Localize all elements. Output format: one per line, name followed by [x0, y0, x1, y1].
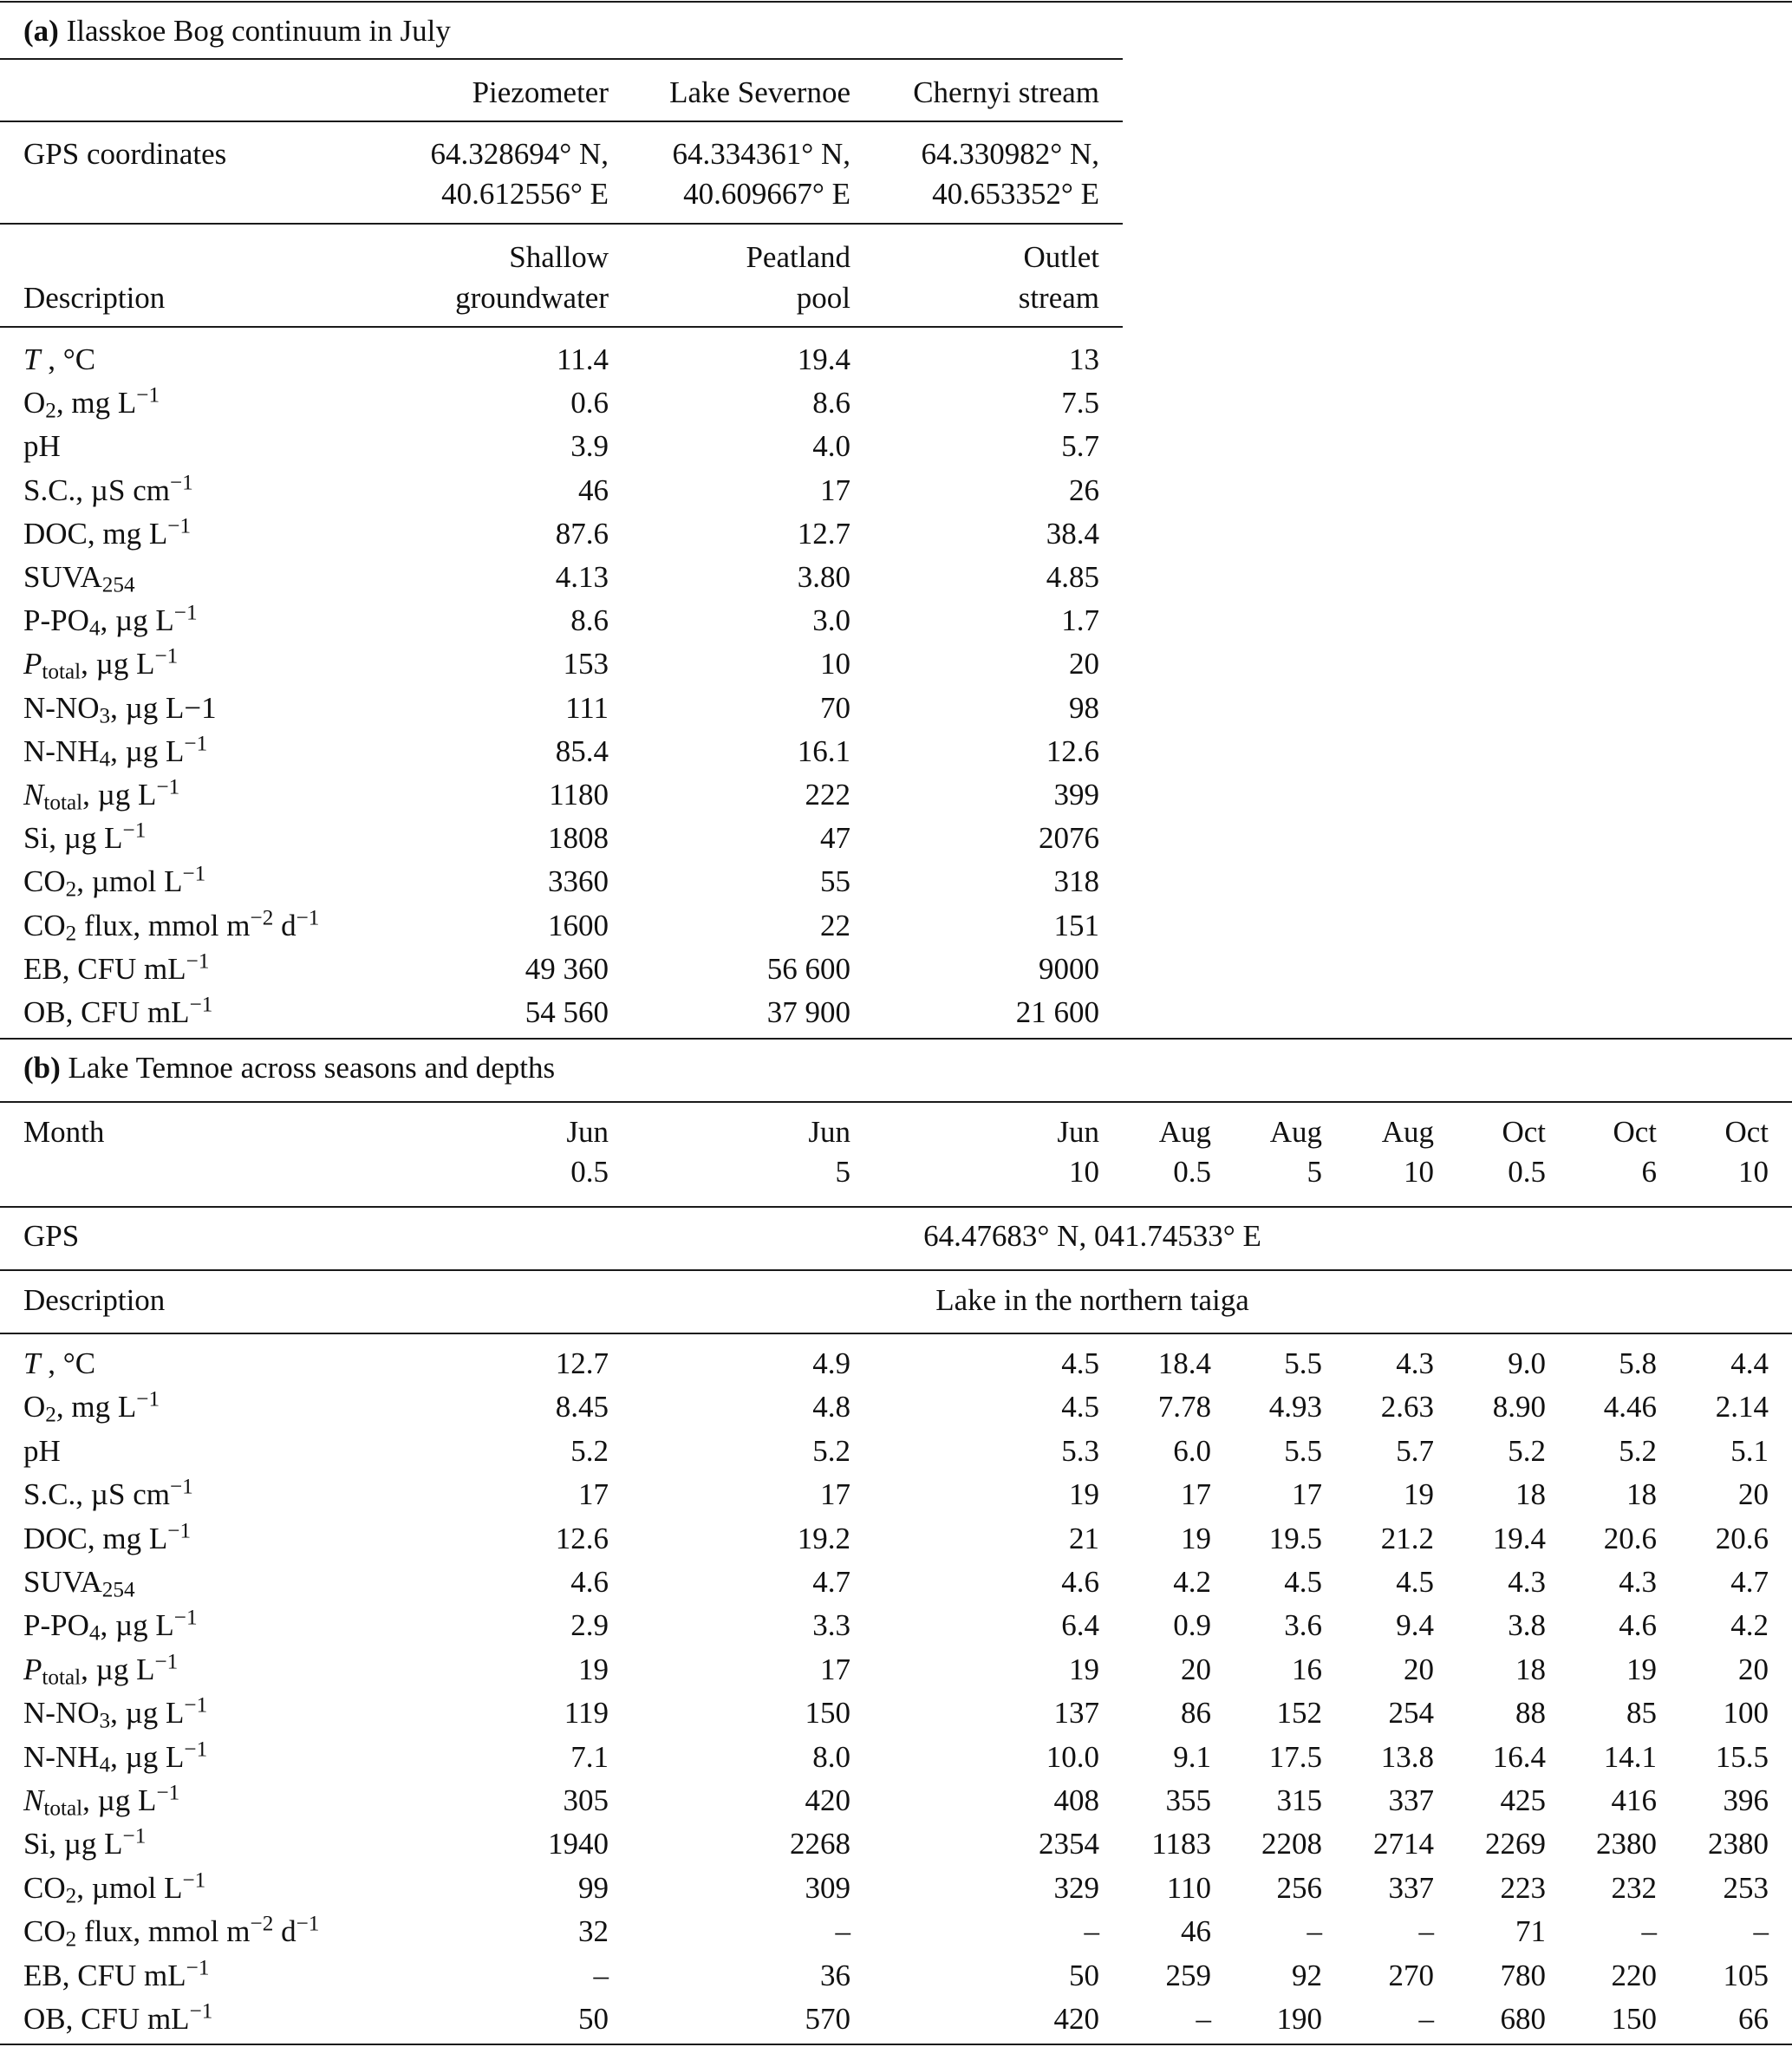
value-cell-a: 4.0 [812, 429, 850, 464]
parameter-label-a: S.C., µS $cm^{-1}$ [23, 471, 193, 507]
value-cell-b: 408 [1053, 1783, 1099, 1817]
value-cell-b: 4.8 [812, 1390, 850, 1424]
gps-label-b: GPS [23, 1219, 80, 1253]
value-cell-b: 3.8 [1508, 1608, 1546, 1643]
value-cell-b: 256 [1276, 1870, 1322, 1905]
description-line2-a: stream [1018, 281, 1099, 315]
parameter-label-b: $CO_2$, µmol $L^{-1}$ [23, 1868, 206, 1908]
value-cell-b: 4.9 [812, 1346, 850, 1380]
value-cell-a: 22 [820, 908, 850, 942]
description-line2-a: groundwater [455, 281, 609, 315]
value-cell-b: 92 [1292, 1958, 1322, 1992]
value-cell-b: 21.2 [1380, 1521, 1434, 1555]
value-cell-b: 21 [1069, 1521, 1099, 1555]
month-header-b: Jun [808, 1115, 850, 1149]
value-cell-b: – [1084, 1914, 1099, 1949]
value-cell-a: 38.4 [1046, 516, 1099, 551]
depth-header-b: 10 [1404, 1155, 1434, 1189]
parameter-label-b: $P-PO_4$, µg $L^{-1}$ [23, 1606, 198, 1646]
value-cell-b: 259 [1165, 1958, 1211, 1992]
gps-value-b: 64.47683° N, 041.74533° E [923, 1219, 1261, 1253]
gps-lat-a: 64.334361° N, [672, 137, 850, 171]
value-cell-b: 309 [805, 1870, 850, 1905]
value-cell-b: 150 [1611, 2002, 1657, 2036]
gps-lon-a: 40.609667° E [683, 177, 850, 211]
value-cell-b: 18 [1515, 1477, 1546, 1512]
value-cell-a: 0.6 [570, 386, 609, 420]
value-cell-b: 680 [1500, 2002, 1546, 2036]
value-cell-b: 15.5 [1715, 1739, 1769, 1774]
value-cell-b: 99 [578, 1870, 609, 1905]
parameter-label-b: OB, CFU $mL^{-1}$ [23, 1999, 213, 2036]
value-cell-b: 17 [578, 1477, 609, 1512]
value-cell-b: 220 [1611, 1958, 1657, 1992]
value-cell-b: 4.3 [1619, 1565, 1657, 1599]
rule-b-description [0, 1333, 1792, 1334]
value-cell-b: 12.7 [555, 1346, 609, 1380]
value-cell-b: 3.3 [812, 1608, 850, 1643]
value-cell-b: 20 [1738, 1652, 1769, 1686]
value-cell-b: – [1307, 1914, 1322, 1949]
value-cell-a: 318 [1053, 864, 1099, 899]
value-cell-b: 337 [1388, 1783, 1434, 1817]
value-cell-b: 4.5 [1061, 1346, 1099, 1380]
value-cell-b: 5.3 [1061, 1433, 1099, 1468]
month-header-b: Jun [1057, 1115, 1099, 1149]
description-value-b: Lake in the northern taiga [935, 1283, 1249, 1317]
description-line2-a: pool [796, 281, 850, 315]
value-cell-b: 232 [1611, 1870, 1657, 1905]
value-cell-b: 4.2 [1730, 1608, 1769, 1643]
value-cell-a: 1180 [549, 778, 609, 812]
parameter-label-b: T , °C [23, 1346, 96, 1380]
value-cell-a: 49 360 [525, 951, 609, 986]
value-cell-b: 8.45 [555, 1390, 609, 1424]
value-cell-b: 14.1 [1603, 1739, 1657, 1774]
value-cell-b: 66 [1738, 2002, 1769, 2036]
value-cell-b: 86 [1181, 1696, 1211, 1731]
value-cell-b: 420 [805, 1783, 850, 1817]
value-cell-b: 17 [820, 1477, 850, 1512]
parameter-label-a: $O_2$, mg $L^{-1}$ [23, 383, 160, 423]
value-cell-b: 9.0 [1508, 1346, 1546, 1380]
parameter-label-b: DOC, mg $L^{-1}$ [23, 1519, 192, 1555]
gps-lon-a: 40.612556° E [441, 177, 609, 211]
value-cell-b: 2269 [1485, 1827, 1546, 1861]
value-cell-b: 8.90 [1492, 1390, 1546, 1424]
value-cell-b: 19 [1069, 1652, 1099, 1686]
value-cell-b: 105 [1723, 1958, 1769, 1992]
parameter-label-b: $N-NO_3$, µg $L^{-1}$ [23, 1693, 208, 1733]
value-cell-b: – [1753, 1914, 1769, 1949]
depth-header-b: 0.5 [1173, 1155, 1211, 1189]
value-cell-b: 4.5 [1396, 1565, 1434, 1599]
value-cell-b: 4.93 [1268, 1390, 1322, 1424]
value-cell-a: 2076 [1039, 821, 1099, 856]
month-header-b: Oct [1502, 1115, 1546, 1149]
value-cell-a: 1600 [548, 908, 609, 942]
value-cell-b: 2268 [790, 1827, 850, 1861]
value-cell-b: 5.7 [1396, 1433, 1434, 1468]
value-cell-b: 5.5 [1284, 1433, 1322, 1468]
value-cell-b: 19 [1069, 1477, 1099, 1512]
column-header-a: Piezometer [472, 75, 609, 109]
value-cell-b: 18.4 [1157, 1346, 1211, 1380]
value-cell-b: 5.2 [570, 1433, 609, 1468]
value-cell-b: 46 [1181, 1914, 1211, 1949]
rule-a-description [0, 326, 1123, 328]
value-cell-a: 56 600 [766, 951, 850, 986]
value-cell-b: 7.78 [1157, 1390, 1211, 1424]
value-cell-a: 11.4 [557, 342, 609, 376]
parameter-label-b: pH [23, 1433, 61, 1468]
value-cell-b: 20 [1181, 1652, 1211, 1686]
depth-header-b: 6 [1641, 1155, 1657, 1189]
value-cell-b: 152 [1276, 1696, 1322, 1731]
value-cell-a: 153 [563, 647, 609, 681]
caption-b-label: (b) [23, 1051, 61, 1085]
parameter-label-a: OB, CFU $mL^{-1}$ [23, 993, 213, 1029]
column-header-a: Chernyi stream [913, 75, 1099, 109]
value-cell-b: 17 [820, 1652, 850, 1686]
value-cell-b: 7.1 [570, 1739, 609, 1774]
parameter-label-a: DOC, mg $L^{-1}$ [23, 514, 192, 551]
value-cell-b: – [1196, 2002, 1211, 2036]
value-cell-b: 355 [1165, 1783, 1211, 1817]
caption-a-text: Ilasskoe Bog continuum in July [66, 14, 451, 48]
parameter-label-a: $P-PO_4$, µg $L^{-1}$ [23, 601, 198, 641]
depth-header-b: 5 [835, 1155, 850, 1189]
value-cell-a: 12.7 [797, 516, 850, 551]
value-cell-b: 20 [1738, 1477, 1769, 1512]
value-cell-b: 119 [564, 1696, 609, 1731]
value-cell-a: 151 [1053, 908, 1099, 942]
caption-b [23, 1053, 555, 1083]
value-cell-b: 10.0 [1046, 1739, 1099, 1774]
value-cell-a: 46 [578, 473, 609, 507]
rule-a-caption [0, 58, 1123, 60]
value-cell-a: 20 [1069, 647, 1099, 681]
value-cell-a: 3.0 [812, 603, 850, 638]
value-cell-b: 780 [1500, 1958, 1546, 1992]
value-cell-a: 111 [565, 690, 609, 725]
value-cell-b: 0.9 [1173, 1608, 1211, 1643]
value-cell-b: 19.2 [797, 1521, 850, 1555]
value-cell-b: 2380 [1596, 1827, 1657, 1861]
value-cell-b: 2354 [1039, 1827, 1099, 1861]
value-cell-b: 254 [1388, 1696, 1434, 1731]
parameter-label-a: $N_{total}$, µg $L^{-1}$ [23, 775, 180, 815]
value-cell-a: 70 [820, 690, 850, 725]
parameter-label-a: EB, CFU $mL^{-1}$ [23, 949, 210, 986]
value-cell-a: 98 [1069, 690, 1099, 725]
value-cell-b: – [1418, 2002, 1434, 2036]
value-cell-a: 3360 [548, 864, 609, 899]
value-cell-b: 337 [1388, 1870, 1434, 1905]
value-cell-a: 4.85 [1046, 560, 1099, 594]
value-cell-b: 19 [1626, 1652, 1657, 1686]
column-header-a: Lake Severnoe [669, 75, 850, 109]
value-cell-b: 150 [805, 1696, 850, 1731]
value-cell-a: 55 [820, 864, 850, 899]
depth-header-b: 0.5 [570, 1155, 609, 1189]
month-header-b: Aug [1269, 1115, 1322, 1149]
caption-a [23, 16, 451, 46]
value-cell-b: 420 [1053, 2002, 1099, 2036]
parameter-label-b: $N-NH_4$, µg $L^{-1}$ [23, 1737, 208, 1777]
value-cell-b: 20.6 [1715, 1521, 1769, 1555]
value-cell-b: 110 [1166, 1870, 1211, 1905]
parameter-label-b: $N_{total}$, µg $L^{-1}$ [23, 1781, 180, 1821]
parameter-label-a: $SUVA_{254}$ [23, 560, 135, 597]
value-cell-b: 137 [1053, 1696, 1099, 1731]
top-rule [0, 1, 1792, 3]
value-cell-b: 2.9 [570, 1608, 609, 1643]
value-cell-b: 17 [1181, 1477, 1211, 1512]
value-cell-b: 17.5 [1268, 1739, 1322, 1774]
gps-lat-a: 64.330982° N, [921, 137, 1099, 171]
description-line1-a: Shallow [509, 240, 609, 274]
value-cell-b: 2208 [1261, 1827, 1322, 1861]
value-cell-b: 5.8 [1619, 1346, 1657, 1380]
value-cell-b: 4.2 [1173, 1565, 1211, 1599]
value-cell-a: 13 [1069, 342, 1099, 376]
value-cell-b: 1183 [1151, 1827, 1211, 1861]
value-cell-b: 190 [1276, 2002, 1322, 2036]
value-cell-a: 17 [820, 473, 850, 507]
month-header-b: Oct [1613, 1115, 1657, 1149]
value-cell-b: 18 [1515, 1652, 1546, 1686]
value-cell-b: 71 [1515, 1914, 1546, 1949]
value-cell-b: 2.14 [1715, 1390, 1769, 1424]
depth-header-b: 10 [1738, 1155, 1769, 1189]
parameter-label-b: $P_{total}$, µg $L^{-1}$ [23, 1650, 179, 1690]
month-header-b: Oct [1724, 1115, 1769, 1149]
value-cell-b: 4.7 [812, 1565, 850, 1599]
value-cell-b: 85 [1626, 1696, 1657, 1731]
value-cell-b: 36 [820, 1958, 850, 1992]
gps-lat-a: 64.328694° N, [430, 137, 609, 171]
value-cell-b: 5.2 [812, 1433, 850, 1468]
value-cell-a: 8.6 [570, 603, 609, 638]
value-cell-b: 20 [1404, 1652, 1434, 1686]
value-cell-b: 18 [1626, 1477, 1657, 1512]
value-cell-b: 253 [1723, 1870, 1769, 1905]
parameter-label-b: $O_2$, mg $L^{-1}$ [23, 1387, 160, 1427]
value-cell-b: 4.7 [1730, 1565, 1769, 1599]
value-cell-b: 100 [1723, 1696, 1769, 1731]
value-cell-b: 19 [1404, 1477, 1434, 1512]
value-cell-b: 4.46 [1603, 1390, 1657, 1424]
parameter-label-a: $CO_2$, µmol $L^{-1}$ [23, 862, 206, 902]
parameter-label-a: T , °C [23, 342, 96, 376]
value-cell-b: 425 [1500, 1783, 1546, 1817]
value-cell-a: 87.6 [555, 516, 609, 551]
value-cell-a: 26 [1069, 473, 1099, 507]
value-cell-b: – [593, 1958, 609, 1992]
value-cell-a: 3.80 [797, 560, 850, 594]
value-cell-b: 329 [1053, 1870, 1099, 1905]
value-cell-b: 16.4 [1492, 1739, 1546, 1774]
caption-a-label: (a) [23, 14, 59, 48]
month-header-b: Jun [566, 1115, 609, 1149]
value-cell-a: 47 [820, 821, 850, 856]
description-line1-a: Outlet [1023, 240, 1099, 274]
parameter-label-b: Si, µg $L^{-1}$ [23, 1824, 147, 1861]
parameter-label-a: pH [23, 429, 61, 464]
value-cell-a: 54 560 [525, 995, 609, 1029]
value-cell-b: 4.4 [1730, 1346, 1769, 1380]
value-cell-b: 8.0 [812, 1739, 850, 1774]
value-cell-a: 1.7 [1061, 603, 1099, 638]
value-cell-b: 315 [1276, 1783, 1322, 1817]
value-cell-b: 16 [1292, 1652, 1322, 1686]
value-cell-b: 5.2 [1508, 1433, 1546, 1468]
value-cell-a: 4.13 [555, 560, 609, 594]
value-cell-a: 3.9 [570, 429, 609, 464]
value-cell-b: 12.6 [555, 1521, 609, 1555]
value-cell-a: 19.4 [797, 342, 850, 376]
value-cell-a: 7.5 [1061, 386, 1099, 420]
rule-b-header [0, 1206, 1792, 1208]
value-cell-b: 4.3 [1508, 1565, 1546, 1599]
depth-header-b: 5 [1307, 1155, 1322, 1189]
parameter-label-a: $CO_2$ flux, mmol $m^{-2}$ $d^{-1}$ [23, 906, 320, 946]
value-cell-a: 10 [820, 647, 850, 681]
value-cell-b: 19.5 [1268, 1521, 1322, 1555]
caption-b-text: Lake Temnoe across seasons and depths [68, 1051, 556, 1085]
value-cell-b: 5.5 [1284, 1346, 1322, 1380]
parameter-label-b: S.C., µS $cm^{-1}$ [23, 1475, 193, 1512]
value-cell-b: 19.4 [1492, 1521, 1546, 1555]
description-label-a: Description [23, 281, 166, 315]
value-cell-b: 570 [805, 2002, 850, 2036]
value-cell-b: 4.3 [1396, 1346, 1434, 1380]
value-cell-b: – [1641, 1914, 1657, 1949]
value-cell-a: 21 600 [1015, 995, 1099, 1029]
value-cell-b: 9.4 [1396, 1608, 1434, 1643]
bottom-rule [0, 2044, 1792, 2045]
value-cell-b: 32 [578, 1914, 609, 1949]
depth-header-b: 10 [1069, 1155, 1099, 1189]
value-cell-b: 20.6 [1603, 1521, 1657, 1555]
value-cell-b: 6.4 [1061, 1608, 1099, 1643]
value-cell-b: 50 [1069, 1958, 1099, 1992]
value-cell-b: 305 [563, 1783, 609, 1817]
value-cell-a: 37 900 [766, 995, 850, 1029]
value-cell-b: 2.63 [1380, 1390, 1434, 1424]
parameter-label-a: $N-NO_3$, µg L−1 [23, 690, 217, 728]
rule-b-top [0, 1038, 1792, 1040]
value-cell-b: 270 [1388, 1958, 1434, 1992]
rule-b-caption [0, 1101, 1792, 1103]
value-cell-a: 222 [805, 778, 850, 812]
value-cell-b: 4.5 [1284, 1565, 1322, 1599]
description-line1-a: Peatland [746, 240, 850, 274]
rule-b-gps [0, 1269, 1792, 1271]
value-cell-b: 19 [578, 1652, 609, 1686]
value-cell-b: 1940 [548, 1827, 609, 1861]
value-cell-b: 416 [1611, 1783, 1657, 1817]
parameter-label-a: Si, µg $L^{-1}$ [23, 818, 147, 856]
value-cell-b: 4.6 [570, 1565, 609, 1599]
value-cell-b: 88 [1515, 1696, 1546, 1731]
parameter-label-a: $N-NH_4$, µg $L^{-1}$ [23, 732, 208, 772]
parameter-label-b: $SUVA_{254}$ [23, 1565, 135, 1602]
gps-label-a: GPS coordinates [23, 137, 227, 171]
value-cell-b: 396 [1723, 1783, 1769, 1817]
value-cell-b: 4.6 [1061, 1565, 1099, 1599]
value-cell-b: 13.8 [1380, 1739, 1434, 1774]
value-cell-b: 2380 [1708, 1827, 1769, 1861]
rule-a-header [0, 121, 1123, 122]
description-label-b: Description [23, 1283, 166, 1317]
value-cell-b: 3.6 [1284, 1608, 1322, 1643]
parameter-label-b: $CO_2$ flux, mmol $m^{-2}$ $d^{-1}$ [23, 1912, 320, 1952]
value-cell-b: 4.5 [1061, 1390, 1099, 1424]
value-cell-a: 9000 [1039, 951, 1099, 986]
parameter-label-b: EB, CFU $mL^{-1}$ [23, 1956, 210, 1992]
value-cell-b: 2714 [1373, 1827, 1434, 1861]
gps-lon-a: 40.653352° E [932, 177, 1099, 211]
value-cell-a: 12.6 [1046, 733, 1099, 768]
value-cell-b: – [1418, 1914, 1434, 1949]
value-cell-a: 85.4 [555, 733, 609, 768]
value-cell-a: 5.7 [1061, 429, 1099, 464]
month-label-b: Month [23, 1115, 105, 1149]
value-cell-b: 6.0 [1173, 1433, 1211, 1468]
value-cell-b: 17 [1292, 1477, 1322, 1512]
month-header-b: Aug [1381, 1115, 1434, 1149]
value-cell-b: 5.1 [1730, 1433, 1769, 1468]
value-cell-b: 5.2 [1619, 1433, 1657, 1468]
value-cell-b: 19 [1181, 1521, 1211, 1555]
value-cell-b: 9.1 [1173, 1739, 1211, 1774]
value-cell-b: 223 [1500, 1870, 1546, 1905]
value-cell-a: 1808 [548, 821, 609, 856]
month-header-b: Aug [1158, 1115, 1211, 1149]
parameter-label-a: $P_{total}$, µg $L^{-1}$ [23, 644, 179, 684]
rule-a-gps [0, 223, 1123, 225]
value-cell-a: 16.1 [797, 733, 850, 768]
value-cell-b: 50 [578, 2002, 609, 2036]
value-cell-b: – [835, 1914, 850, 1949]
value-cell-a: 399 [1053, 778, 1099, 812]
value-cell-b: 4.6 [1619, 1608, 1657, 1643]
value-cell-a: 8.6 [812, 386, 850, 420]
depth-header-b: 0.5 [1508, 1155, 1546, 1189]
